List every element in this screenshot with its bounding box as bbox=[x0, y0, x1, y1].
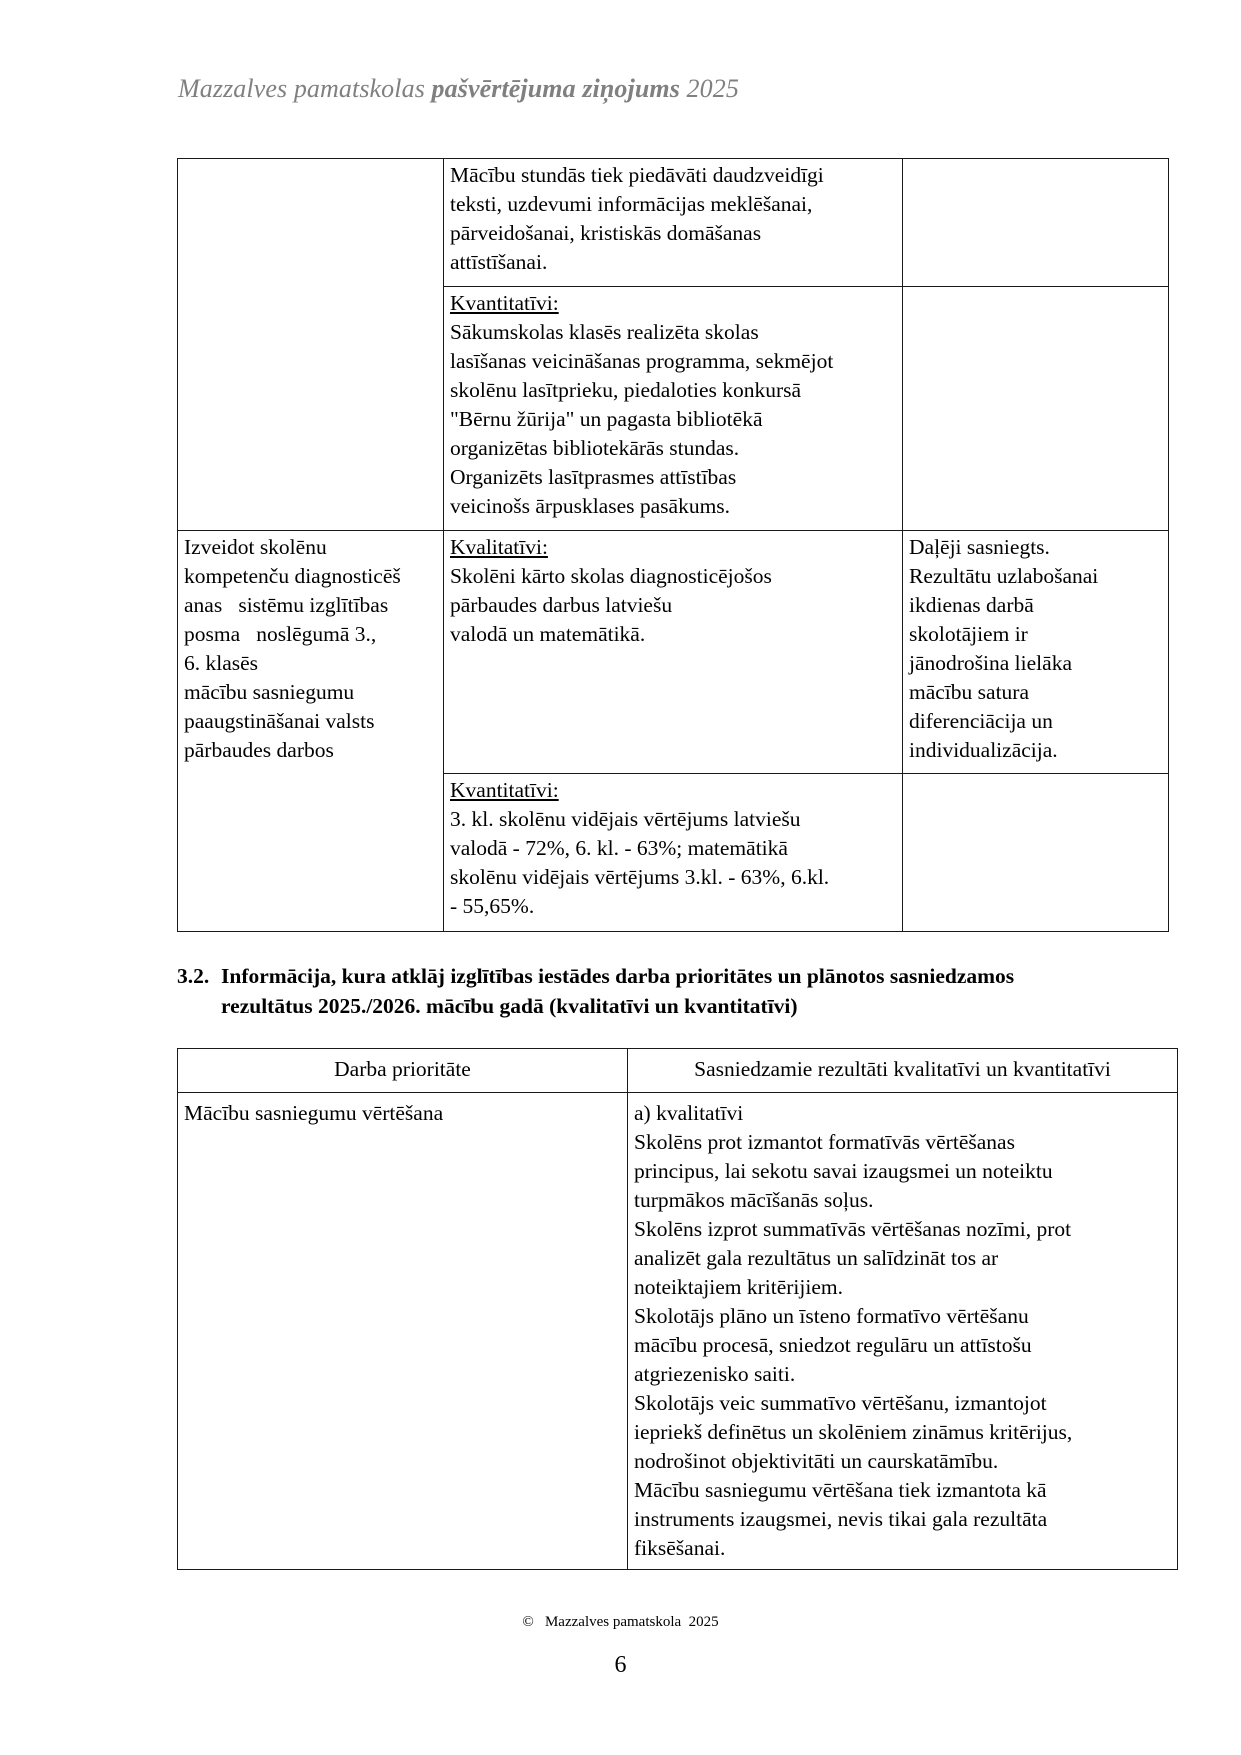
assessment-cell bbox=[903, 287, 1169, 531]
result-line: nodrošinot objektivitāti un caurskatāmību. bbox=[634, 1449, 999, 1473]
result-cell bbox=[444, 159, 903, 287]
goal-line: 6. klasēs bbox=[184, 651, 259, 675]
goal-cell bbox=[178, 531, 444, 932]
result-line: instruments izaugsmei, nevis tikai gala rezultāta bbox=[634, 1507, 1048, 1531]
goals-results-table bbox=[177, 158, 1169, 932]
result-line: mācību procesā, sniedzot regulāru un attīstošu bbox=[634, 1333, 1032, 1357]
section-title-line-2: rezultātus 2025./2026. mācību gadā (kvalitatīvi un kvantitatīvi) bbox=[221, 994, 798, 1018]
result-line: analizēt gala rezultātus un salīdzināt tos ar bbox=[634, 1246, 999, 1270]
assessment-cell bbox=[903, 774, 1169, 932]
goal-line: mācību sasniegumu bbox=[184, 680, 355, 704]
result-line: Mācību sasniegumu vērtēšana tiek izmantota kā bbox=[634, 1478, 1047, 1502]
result-line: organizētas bibliotekārās stundas. bbox=[450, 436, 740, 460]
result-line: skolēnu lasītprieku, piedaloties konkursā bbox=[450, 378, 802, 402]
column-header-priority: Darba prioritāte bbox=[178, 1049, 628, 1093]
table-header-row bbox=[178, 1049, 1178, 1093]
result-line: - 55,65%. bbox=[450, 894, 535, 918]
result-line: Organizēts lasītprasmes attīstības bbox=[450, 465, 737, 489]
result-line: attīstīšanai. bbox=[450, 250, 548, 274]
result-line: "Bērnu žūrija" un pagasta bibliotēkā bbox=[450, 407, 763, 431]
result-cell bbox=[444, 287, 903, 531]
assessment-line: individualizācija. bbox=[909, 738, 1058, 762]
table-row bbox=[178, 159, 1169, 287]
result-line: skolēnu vidējais vērtējums 3.kl. - 63%, 6.kl. bbox=[450, 865, 830, 889]
goal-line: pārbaudes darbos bbox=[184, 738, 334, 762]
header-prefix: Mazzalves pamatskolas bbox=[178, 74, 432, 103]
header-bold-title: pašvērtējuma ziņojums bbox=[431, 74, 680, 103]
result-line: Sākumskolas klasēs realizēta skolas bbox=[450, 320, 759, 344]
result-line: Skolotājs veic summatīvo vērtēšanu, izmantojot bbox=[634, 1391, 1047, 1415]
result-line: Skolēns izprot summatīvās vērtēšanas nozīmi, prot bbox=[634, 1217, 1072, 1241]
result-line: Mācību stundās tiek piedāvāti daudzveidīgi bbox=[450, 163, 824, 187]
section-title-line-1: Informācija, kura atklāj izglītības iestādes darba prioritātes un plānotos sasniedzamos bbox=[221, 964, 1015, 988]
goal-cell bbox=[178, 159, 444, 531]
page-number: 6 bbox=[614, 1652, 627, 1678]
result-line: teksti, uzdevumi informācijas meklēšanai, bbox=[450, 192, 813, 216]
result-line: fiksēšanai. bbox=[634, 1536, 726, 1560]
column-header-results: Sasniedzamie rezultāti kvalitatīvi un kvantitatīvi bbox=[628, 1049, 1178, 1093]
goal-line: anas sistēmu izglītības bbox=[184, 593, 389, 617]
result-line: a) kvalitatīvi bbox=[634, 1101, 744, 1125]
assessment-line: diferenciācija un bbox=[909, 709, 1053, 733]
assessment-line: jānodrošina lielāka bbox=[909, 651, 1072, 675]
running-header bbox=[178, 74, 739, 104]
result-line: atgriezenisko saiti. bbox=[634, 1362, 796, 1386]
assessment-line: skolotājiem ir bbox=[909, 622, 1028, 646]
assessment-cell bbox=[903, 531, 1169, 774]
priority-cell: Mācību sasniegumu vērtēšana bbox=[178, 1093, 628, 1570]
result-line: principus, lai sekotu savai izaugsmei un noteiktu bbox=[634, 1159, 1053, 1183]
result-line: lasīšanas veicināšanas programma, sekmējot bbox=[450, 349, 834, 373]
result-line: iepriekš definētus un skolēniem zināmus kritērijus, bbox=[634, 1420, 1073, 1444]
result-line: valodā - 72%, 6. kl. - 63%; matemātikā bbox=[450, 836, 788, 860]
goal-line: paaugstināšanai valsts bbox=[184, 709, 375, 733]
result-line: veicinošs ārpusklases pasākums. bbox=[450, 494, 731, 518]
section-heading-3-2 bbox=[177, 961, 1177, 1021]
result-line: turpmākos mācīšanās soļus. bbox=[634, 1188, 874, 1212]
header-year: 2025 bbox=[679, 74, 739, 103]
result-line: Skolotājs plāno un īsteno formatīvo vērtēšanu bbox=[634, 1304, 1029, 1328]
footer-copyright: © Mazzalves pamatskola 2025 bbox=[522, 1614, 719, 1630]
assessment-line: mācību satura bbox=[909, 680, 1029, 704]
table-row bbox=[178, 531, 1169, 774]
assessment-cell bbox=[903, 159, 1169, 287]
goal-line: Izveidot skolēnu bbox=[184, 535, 327, 559]
result-line: 3. kl. skolēnu vidējais vērtējums latviešu bbox=[450, 807, 801, 831]
goal-line: posma noslēgumā 3., bbox=[184, 622, 377, 646]
result-label: Kvantitatīvi: bbox=[450, 291, 559, 315]
assessment-line: ikdienas darbā bbox=[909, 593, 1034, 617]
assessment-line: Rezultātu uzlabošanai bbox=[909, 564, 1099, 588]
result-line: Skolēns prot izmantot formatīvās vērtēšanas bbox=[634, 1130, 1015, 1154]
result-line: pārbaudes darbus latviešu bbox=[450, 593, 673, 617]
priorities-table bbox=[177, 1048, 1178, 1570]
result-label: Kvantitatīvi: bbox=[450, 778, 559, 802]
section-number: 3.2. bbox=[177, 964, 210, 988]
result-cell bbox=[628, 1093, 1178, 1570]
assessment-line: Daļēji sasniegts. bbox=[909, 535, 1050, 559]
result-line: noteiktajiem kritērijiem. bbox=[634, 1275, 843, 1299]
result-cell bbox=[444, 774, 903, 932]
result-line: valodā un matemātikā. bbox=[450, 622, 646, 646]
result-cell bbox=[444, 531, 903, 774]
table-row bbox=[178, 1093, 1178, 1570]
result-label: Kvalitatīvi: bbox=[450, 535, 548, 559]
result-line: pārveidošanai, kristiskās domāšanas bbox=[450, 221, 762, 245]
goal-line: kompetenču diagnosticēš bbox=[184, 564, 401, 588]
result-line: Skolēni kārto skolas diagnosticējošos bbox=[450, 564, 772, 588]
